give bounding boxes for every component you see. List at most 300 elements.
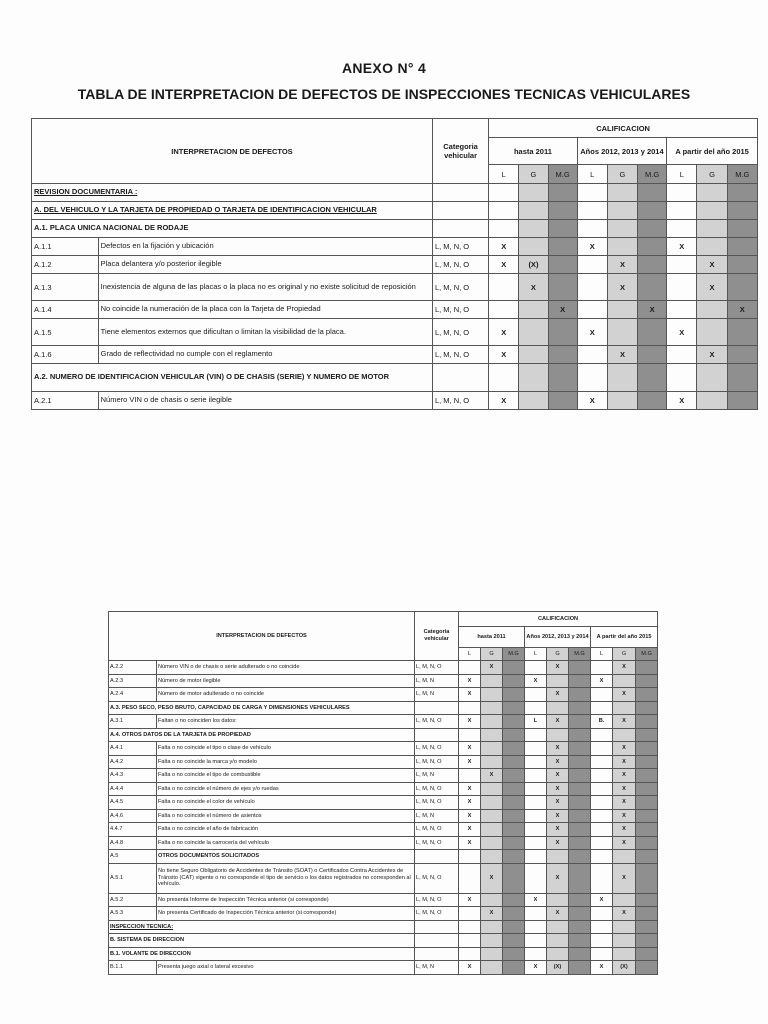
section-row (32, 184, 758, 202)
grade-mark: X (489, 319, 519, 346)
grade-mark (591, 742, 613, 756)
table-row (32, 256, 758, 274)
grade-mark (503, 796, 525, 810)
grade-mark: X (547, 796, 569, 810)
grade-mark (667, 301, 697, 319)
grade-mark (638, 346, 667, 364)
grade-mark (667, 346, 697, 364)
vehicle-category: L, M, N, O (432, 238, 488, 256)
grade-mark: X (459, 688, 481, 702)
table-row (32, 274, 758, 301)
vehicle-category: L, M, N (415, 674, 459, 688)
grade-cell (459, 920, 481, 934)
grade-mark: X (547, 907, 569, 921)
grade-cell (697, 220, 727, 238)
grade-mark (613, 674, 636, 688)
grade-mark (636, 823, 658, 837)
grade-mark: X (613, 796, 636, 810)
grade-cell (638, 220, 667, 238)
defect-description: No tiene Seguro Obligatorio de Accidentes de Tránsito (SOAT) o Certificados Contra Accidentes de Tránsito (CAT) vigente o no corresponde el tipo de servicio o los datos registrados no corresponden al vehículo. (157, 863, 415, 893)
vehicle-category: L, M, N, O (432, 346, 488, 364)
grade-mark: X (591, 674, 613, 688)
category-cell (415, 701, 459, 715)
grade-cell (503, 728, 525, 742)
grade-mark: X (667, 238, 697, 256)
grade-header-mg: M.G (569, 648, 591, 661)
grade-mark (481, 755, 503, 769)
grade-mark: X (459, 782, 481, 796)
grade-mark (636, 836, 658, 850)
grade-header-g: G (607, 165, 637, 184)
grade-cell (481, 947, 503, 961)
item-code: A.4.1 (109, 742, 157, 756)
grade-mark: X (481, 863, 503, 893)
grade-mark (503, 782, 525, 796)
interpretation-header: INTERPRETACION DE DEFECTOS (32, 119, 433, 184)
grade-mark: X (525, 893, 547, 907)
vehicle-category: L, M, N, O (415, 755, 459, 769)
grade-header-g: G (481, 648, 503, 661)
vehicle-category: L, M, N (415, 688, 459, 702)
grade-mark (638, 319, 667, 346)
grade-cell (569, 934, 591, 948)
grade-cell (607, 364, 637, 392)
grade-mark (697, 392, 727, 410)
grade-cell (547, 850, 569, 864)
grade-header-g: G (547, 648, 569, 661)
grade-mark: X (548, 301, 577, 319)
grade-mark (591, 769, 613, 783)
grade-cell (525, 728, 547, 742)
section-heading: A.1. PLACA UNICA NACIONAL DE RODAJE (32, 220, 433, 238)
category-header: Categoria vehicular (432, 119, 488, 184)
grade-mark (547, 893, 569, 907)
grade-mark: X (613, 836, 636, 850)
grade-mark (727, 274, 757, 301)
section-row (32, 220, 758, 238)
grade-cell (577, 184, 607, 202)
grade-mark: X (525, 674, 547, 688)
grade-header-g: G (519, 165, 548, 184)
grade-mark (519, 238, 548, 256)
grade-mark (636, 715, 658, 729)
grade-cell (548, 364, 577, 392)
grade-mark (636, 907, 658, 921)
category-cell (415, 728, 459, 742)
grade-mark (525, 907, 547, 921)
vehicle-category: L, M, N (415, 809, 459, 823)
section-row (109, 850, 658, 864)
defect-description: Falta o no coincide el color de vehículo (157, 796, 415, 810)
grade-cell (519, 364, 548, 392)
grade-mark: X (667, 392, 697, 410)
grade-mark (481, 809, 503, 823)
table-row (109, 715, 658, 729)
grade-cell (613, 934, 636, 948)
grade-mark (525, 742, 547, 756)
grade-cell (577, 202, 607, 220)
grade-cell (547, 728, 569, 742)
table-row (109, 907, 658, 921)
grade-mark (591, 863, 613, 893)
grade-cell (519, 220, 548, 238)
grade-header-mg: M.G (636, 648, 658, 661)
year-group-header-1: hasta 2011 (459, 627, 525, 648)
grade-mark (481, 893, 503, 907)
grade-mark: X (613, 715, 636, 729)
annex-title: ANEXO N° 4 (341, 60, 427, 76)
grade-mark (519, 301, 548, 319)
grade-mark (727, 238, 757, 256)
section-row (109, 920, 658, 934)
grade-cell (667, 364, 697, 392)
section-heading: B.1. VOLANTE DE DIRECCION (109, 947, 415, 961)
table-row (109, 742, 658, 756)
grade-cell (489, 202, 519, 220)
grade-mark (525, 863, 547, 893)
category-cell (415, 920, 459, 934)
table-row (32, 319, 758, 346)
vehicle-category: L, M, N, O (415, 823, 459, 837)
grade-mark (607, 392, 637, 410)
grade-mark: X (613, 809, 636, 823)
vehicle-category: L, M, N, O (415, 715, 459, 729)
grade-cell (503, 850, 525, 864)
item-code: A.2.1 (32, 392, 99, 410)
grade-mark (481, 836, 503, 850)
grade-mark (489, 301, 519, 319)
grade-mark (577, 256, 607, 274)
grade-mark (638, 256, 667, 274)
grade-cell (481, 920, 503, 934)
grade-mark: X (547, 661, 569, 675)
grade-cell (591, 850, 613, 864)
grade-cell (525, 934, 547, 948)
grade-mark (525, 769, 547, 783)
grade-mark: X (547, 755, 569, 769)
grade-mark (636, 688, 658, 702)
table-row (109, 836, 658, 850)
grade-header-l: L (525, 648, 547, 661)
defect-description: Falta o no coincide la carrocería del vehículo (157, 836, 415, 850)
grade-mark (636, 755, 658, 769)
grade-mark (591, 796, 613, 810)
grade-cell (459, 728, 481, 742)
grade-mark (503, 688, 525, 702)
grade-mark (481, 782, 503, 796)
grade-mark (569, 961, 591, 975)
grade-cell (481, 850, 503, 864)
grade-cell (503, 920, 525, 934)
grade-cell (697, 184, 727, 202)
grade-mark (636, 674, 658, 688)
grade-header-mg: M.G (548, 165, 577, 184)
grade-cell (547, 920, 569, 934)
grade-cell (577, 220, 607, 238)
grade-mark: X (547, 863, 569, 893)
item-code: A.1.2 (32, 256, 99, 274)
grade-cell (613, 920, 636, 934)
grade-cell (613, 850, 636, 864)
grade-mark (569, 907, 591, 921)
grade-mark: X (591, 893, 613, 907)
grade-mark (569, 688, 591, 702)
grade-mark (503, 742, 525, 756)
item-code: A.2.2 (109, 661, 157, 675)
grade-mark (613, 893, 636, 907)
grade-cell (547, 934, 569, 948)
defect-description: Número de motor adulterado o no coincide (157, 688, 415, 702)
grade-mark (569, 755, 591, 769)
grade-mark (489, 274, 519, 301)
grade-cell (489, 220, 519, 238)
grade-cell (591, 947, 613, 961)
defect-description: Falta o no coincide el año de fabricación (157, 823, 415, 837)
grade-mark (638, 392, 667, 410)
grade-mark (481, 742, 503, 756)
grade-mark: X (613, 907, 636, 921)
vehicle-category: L, M, N, O (415, 782, 459, 796)
grade-cell (569, 728, 591, 742)
vehicle-category: L, M, N, O (415, 863, 459, 893)
grade-mark (591, 755, 613, 769)
grade-mark (591, 688, 613, 702)
item-code: A.4.5 (109, 796, 157, 810)
grade-mark (481, 688, 503, 702)
grade-mark: X (547, 715, 569, 729)
grade-mark (481, 796, 503, 810)
grade-cell (636, 728, 658, 742)
qualification-header: CALIFICACION (459, 612, 658, 627)
grade-mark (727, 256, 757, 274)
grade-header-l: L (489, 165, 519, 184)
grade-mark (697, 319, 727, 346)
grade-cell (548, 202, 577, 220)
grade-mark (636, 782, 658, 796)
grade-mark (636, 809, 658, 823)
grade-mark (459, 863, 481, 893)
vehicle-category: L, M, N, O (415, 907, 459, 921)
grade-mark: X (638, 301, 667, 319)
grade-mark (548, 238, 577, 256)
grade-cell (459, 947, 481, 961)
defect-description: Número de motor ilegible (157, 674, 415, 688)
grade-mark: X (607, 346, 637, 364)
grade-cell (577, 364, 607, 392)
table-row (32, 346, 758, 364)
grade-mark (607, 319, 637, 346)
grade-mark (481, 823, 503, 837)
grade-header-l: L (459, 648, 481, 661)
grade-cell (636, 850, 658, 864)
grade-mark (548, 256, 577, 274)
grade-header-g: G (697, 165, 727, 184)
vehicle-category: L, M, N, O (415, 893, 459, 907)
grade-mark: X (547, 809, 569, 823)
grade-mark (525, 823, 547, 837)
section-row (109, 934, 658, 948)
grade-cell (697, 364, 727, 392)
grade-mark: X (481, 661, 503, 675)
grade-mark: X (577, 238, 607, 256)
grade-cell (638, 184, 667, 202)
defects-table-2 (108, 611, 658, 975)
grade-mark (525, 782, 547, 796)
grade-mark: X (697, 274, 727, 301)
grade-mark: X (613, 742, 636, 756)
grade-mark (591, 661, 613, 675)
grade-mark: X (547, 823, 569, 837)
grade-cell (727, 184, 757, 202)
defect-description: Número VIN o de chasis o serie ilegible (98, 392, 432, 410)
grade-mark (727, 319, 757, 346)
grade-mark (547, 674, 569, 688)
item-code: 4.4.7 (109, 823, 157, 837)
grade-mark: L (525, 715, 547, 729)
table-row (109, 674, 658, 688)
grade-mark (577, 274, 607, 301)
grade-mark (727, 392, 757, 410)
table-row (109, 961, 658, 975)
grade-mark: (X) (519, 256, 548, 274)
grade-mark: X (591, 961, 613, 975)
item-code: B.1.1 (109, 961, 157, 975)
grade-cell (613, 947, 636, 961)
grade-cell (607, 220, 637, 238)
grade-mark (591, 907, 613, 921)
grade-mark: X (459, 755, 481, 769)
qualification-header: CALIFICACION (489, 119, 758, 138)
grade-mark: X (489, 256, 519, 274)
grade-header-l: L (591, 648, 613, 661)
grade-mark: X (519, 274, 548, 301)
grade-cell (481, 701, 503, 715)
grade-cell (636, 920, 658, 934)
table-row (109, 809, 658, 823)
grade-mark (569, 674, 591, 688)
grade-mark: X (613, 863, 636, 893)
category-cell (432, 202, 488, 220)
grade-cell (489, 364, 519, 392)
section-row (32, 364, 758, 392)
grade-cell (591, 701, 613, 715)
grade-cell (607, 202, 637, 220)
grade-cell (525, 850, 547, 864)
table-row (109, 796, 658, 810)
year-group-header-1: hasta 2011 (489, 138, 578, 165)
vehicle-category: L, M, N, O (432, 274, 488, 301)
grade-mark (569, 809, 591, 823)
category-cell (415, 947, 459, 961)
defect-description: Falta o no coincide la marca y/o modelo (157, 755, 415, 769)
grade-mark: (X) (613, 961, 636, 975)
item-code: A.5 (109, 850, 157, 864)
defect-description: Defectos en la fijación y ubicación (98, 238, 432, 256)
grade-cell (548, 184, 577, 202)
grade-mark (459, 769, 481, 783)
grade-mark (503, 907, 525, 921)
grade-cell (547, 701, 569, 715)
table-row (109, 769, 658, 783)
grade-cell (525, 947, 547, 961)
table-row (32, 301, 758, 319)
grade-mark: X (489, 392, 519, 410)
grade-mark (697, 301, 727, 319)
grade-mark (548, 274, 577, 301)
section-heading: A.2. NUMERO DE IDENTIFICACION VEHICULAR (VIN) O DE CHASIS (SERIE) Y NUMERO DE MOTOR (32, 364, 433, 392)
grade-mark: X (607, 274, 637, 301)
grade-mark: X (613, 782, 636, 796)
section-heading: A. DEL VEHICULO Y LA TARJETA DE PROPIEDAD O TARJETA DE IDENTIFICACION VEHICULAR (32, 202, 433, 220)
grade-mark: X (459, 893, 481, 907)
vehicle-category: L, M, N, O (432, 319, 488, 346)
defect-description: Falta o no coincide el tipo o clase de vehículo (157, 742, 415, 756)
grade-mark (525, 688, 547, 702)
table-row (109, 782, 658, 796)
defect-description: No presenta Informe de Inspección Técnica anterior (si corresponde) (157, 893, 415, 907)
grade-cell (481, 934, 503, 948)
section-heading: B. SISTEMA DE DIRECCION (109, 934, 415, 948)
grade-mark: X (697, 346, 727, 364)
defect-description: Falta o no coincide el número de ejes y/o ruedas (157, 782, 415, 796)
grade-header-g: G (613, 648, 636, 661)
grade-cell (569, 920, 591, 934)
grade-cell (727, 364, 757, 392)
grade-cell (667, 184, 697, 202)
vehicle-category: L, M, N, O (415, 742, 459, 756)
table-title: TABLA DE INTERPRETACION DE DEFECTOS DE INSPECCIONES TECNICAS VEHICULARES (77, 86, 691, 102)
defect-description: Presenta juego axial o lateral excesivo (157, 961, 415, 975)
vehicle-category: L, M, N (415, 961, 459, 975)
grade-mark: X (459, 836, 481, 850)
grade-header-mg: M.G (503, 648, 525, 661)
defect-description: Número VIN o de chasis o serie adulterado o no coincide (157, 661, 415, 675)
item-code: A.1.6 (32, 346, 99, 364)
grade-mark: B. (591, 715, 613, 729)
vehicle-category: L, M, N, O (415, 661, 459, 675)
section-heading: A.4. OTROS DATOS DE LA TARJETA DE PROPIEDAD (109, 728, 415, 742)
grade-mark (481, 674, 503, 688)
grade-cell (667, 220, 697, 238)
grade-mark: X (547, 742, 569, 756)
header-row (32, 119, 758, 138)
grade-mark: X (667, 319, 697, 346)
table-row (109, 823, 658, 837)
section-row (109, 947, 658, 961)
grade-mark: X (577, 392, 607, 410)
section-row (109, 728, 658, 742)
grade-mark (569, 769, 591, 783)
category-cell (432, 364, 488, 392)
grade-mark (591, 823, 613, 837)
grade-mark (569, 823, 591, 837)
grade-mark: X (525, 961, 547, 975)
grade-mark (519, 319, 548, 346)
defects-table-1 (31, 118, 758, 410)
grade-mark: X (547, 836, 569, 850)
vehicle-category: L, M, N, O (432, 256, 488, 274)
section-row (109, 701, 658, 715)
grade-mark (577, 301, 607, 319)
category-cell (415, 850, 459, 864)
table-row (32, 238, 758, 256)
grade-mark (636, 961, 658, 975)
grade-mark (525, 809, 547, 823)
grade-mark (503, 863, 525, 893)
grade-mark: X (547, 688, 569, 702)
grade-cell (503, 934, 525, 948)
grade-cell (591, 920, 613, 934)
